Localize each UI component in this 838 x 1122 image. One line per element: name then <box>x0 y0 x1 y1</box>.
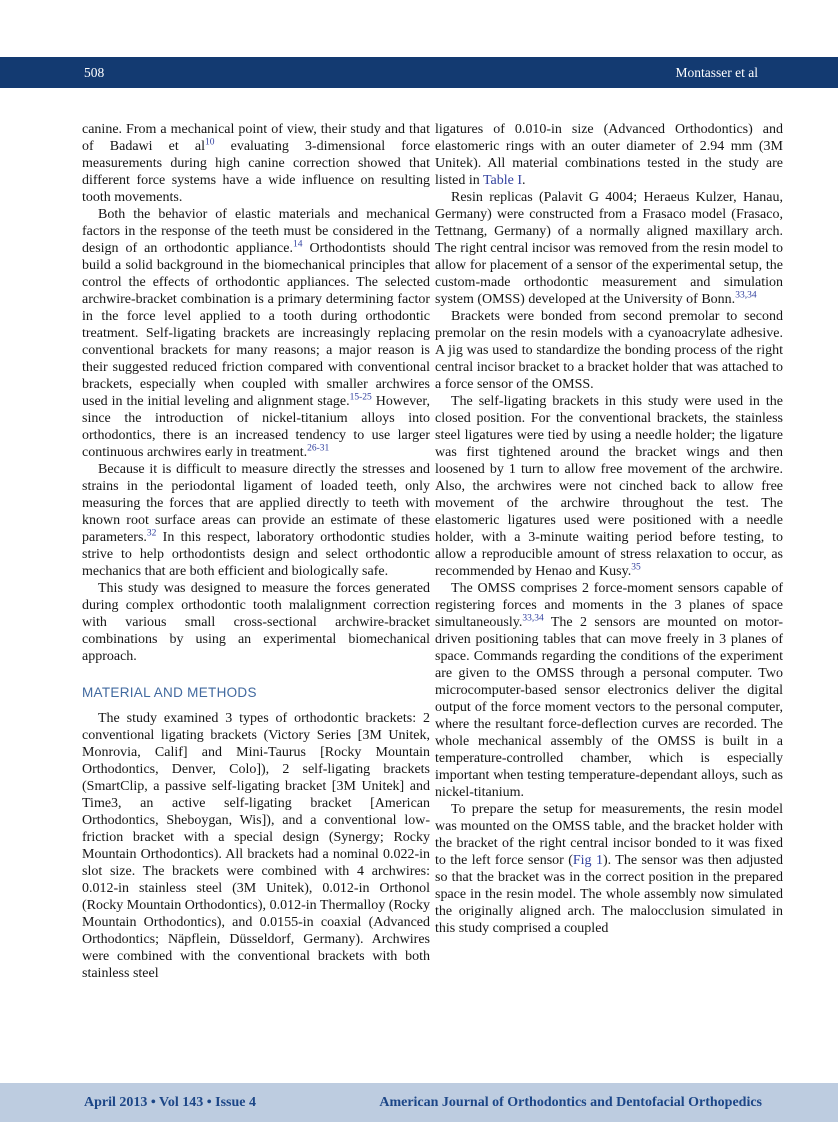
article-body <box>82 121 783 982</box>
running-head-author: Montasser et al <box>675 64 758 80</box>
paragraph: canine. From a mechanical point of view, their study and that of Badawi et al$^{10}$ evaluating 3-dimensional force measurements during high canine correction showed that different force systems have a wide influence on resulting tooth movements. <box>82 122 430 205</box>
page-number: 508 <box>84 64 105 80</box>
paragraph: Both the behavior of elastic materials and mechanical factors in the response of the teeth must be considered in the design of an orthodontic appliance.$^{14}$ Orthodontists should build a solid background in the biomechanical principles that control the effects of orthodontic appliances. The selected archwire-bracket combination is a primary determining factor in the force level applied to a tooth during orthodontic treatment. Self-ligating brackets are increasingly replacing conventional brackets for many reasons; a major reason is their suggested reduced friction compared with conventional brackets, especially when coupled with smaller archwires used in the initial leveling and alignment stage.$^{15-25}$ However, since the introduction of nickel-titanium alloys into orthodontics, there is an increased tendency to use larger continuous archwires early in treatment.$^{26-31}$ <box>82 207 430 460</box>
paragraph: ligatures of 0.010-in size (Advanced Orthodontics) and elastomeric rings with an outer diameter of 2.94 mm (3M Unitek). All material combinations tested in the study are listed in Table I. <box>435 122 783 188</box>
paragraph: To prepare the setup for measurements, the resin model was mounted on the OMSS table, and the bracket holder with the bracket of the right central incisor bonded to it was fixed to the left force sensor (Fig 1). The sensor was then adjusted so that the bracket was in the correct position in the prepared space in the resin model. The whole assembly now simulated the originally aligned arch. The malocclusion simulated in this study comprised a coupled <box>435 802 783 936</box>
issue-info: April 2013 • Vol 143 • Issue 4 <box>84 1094 256 1110</box>
citation-ref-26-31[interactable]: 26-31 <box>307 443 330 454</box>
page-footer <box>0 1083 838 1122</box>
paragraph: The OMSS comprises 2 force-moment sensors capable of registering forces and moments in the 3 planes of space simultaneously.$^{33,34}$ The 2 sensors are mounted on motor-driven positioning tables that can move freely in 3 planes of space. Commands regarding the conditions of the experiment are given to the OMSS through a personal computer. Two microcomputer-based sensor electronics deliver the digital output of the force moment vectors to the personal computer, where the resultant force-deflection curves are recorded. The whole mechanical assembly of the OMSS is built in a temperature-controlled chamber, which is especially important when testing temperature-dependant alloys, such as nickel-titanium. <box>435 581 783 800</box>
journal-title: American Journal of Orthodontics and Dentofacial Orthopedics <box>379 1094 762 1110</box>
paragraph: Brackets were bonded from second premolar to second premolar on the resin models with a cyanoacrylate adhesive. A jig was used to standardize the bonding process of the right central incisor bracket to a bracket holder that was attached to a force sensor of the OMSS. <box>435 309 783 392</box>
citation-ref-32[interactable]: 32 <box>146 528 157 539</box>
link-fig-1[interactable]: Fig 1 <box>572 853 603 868</box>
citation-ref-33-34[interactable]: 33,34 <box>522 613 544 624</box>
paragraph: Because it is difficult to measure directly the stresses and strains in the periodontal ligament of loaded teeth, only measuring the forces that are applied directly to teeth with known root surface areas can provide an estimate of these parameters.$^{32}$ In this respect, laboratory orthodontic studies strive to help orthodontists design and select orthodontic mechanics that are both efficient and biologically safe. <box>82 462 430 579</box>
paragraph: The self-ligating brackets in this study were used in the closed position. For the conventional brackets, the stainless steel ligatures were tied by using a needle holder; the ligature was first tightened around the bracket wings and then loosened by 1 turn to allow free movement of the archwire. Also, the archwires were not cinched back to allow free movement of the archwire throughout the test. The elastomeric ligatures used were positioned with a needle holder, with a 3-minute waiting period before testing, to allow a reproducible amount of stress relaxation to occur, as recommended by Henao and Kusy.$^{35}$ <box>435 394 783 579</box>
citation-ref-33-34[interactable]: 33,34 <box>735 290 757 301</box>
citation-ref-35[interactable]: 35 <box>631 562 641 573</box>
right-column <box>435 121 783 982</box>
paragraph: Resin replicas (Palavit G 4004; Heraeus Kulzer, Hanau, Germany) were constructed from a Frasaco model (Frasaco, Tettnang, Germany) of a normally aligned maxillary arch. The right central incisor was removed from the resin model to allow for placement of a sensor of the experimental setup, the custom-made orthodontic measurement and simulation system (OMSS) developed at the University of Bonn.$^{33,34}$ <box>435 190 783 307</box>
citation-ref-10[interactable]: 10 <box>204 137 215 148</box>
paragraph: The study examined 3 types of orthodontic brackets: 2 conventional ligating brackets (Victory Series [3M Unitek, Monrovia, Calif] and Mini-Taurus [Rocky Mountain Orthodontics, Denver, Colo]), 2 self-ligating brackets (SmartClip, a passive self-ligating bracket [3M Unitek] and Time3, an active self-ligating bracket [American Orthodontics, Sheboygan, Wis]), and a conventional low-friction bracket with a special design (Synergy; Rocky Mountain Orthodontics). All brackets had a nominal 0.022-in slot size. The brackets were combined with 4 archwires: 0.012-in stainless steel (3M Unitek), 0.012-in Orthonol (Rocky Mountain Orthodontics), 0.012-in Thermalloy (Rocky Mountain Orthodontics), and 0.0155-in coaxial (Advanced Orthodontics; Näpflein, Düsseldorf, Germany). Archwires were combined with the conventional brackets with both stainless steel <box>82 711 430 981</box>
left-column <box>82 121 430 982</box>
section-heading-material-and-methods: MATERIAL AND METHODS <box>82 685 257 700</box>
citation-ref-15-25[interactable]: 15-25 <box>349 392 372 403</box>
link-table-i[interactable]: Table I <box>482 173 523 188</box>
paragraph: This study was designed to measure the forces generated during complex orthodontic tooth malalignment correction with various small cross-sectional archwire-bracket combinations by using an experimental biomechanical approach. <box>82 581 430 664</box>
page-header <box>0 57 838 88</box>
citation-ref-14[interactable]: 14 <box>292 239 303 250</box>
